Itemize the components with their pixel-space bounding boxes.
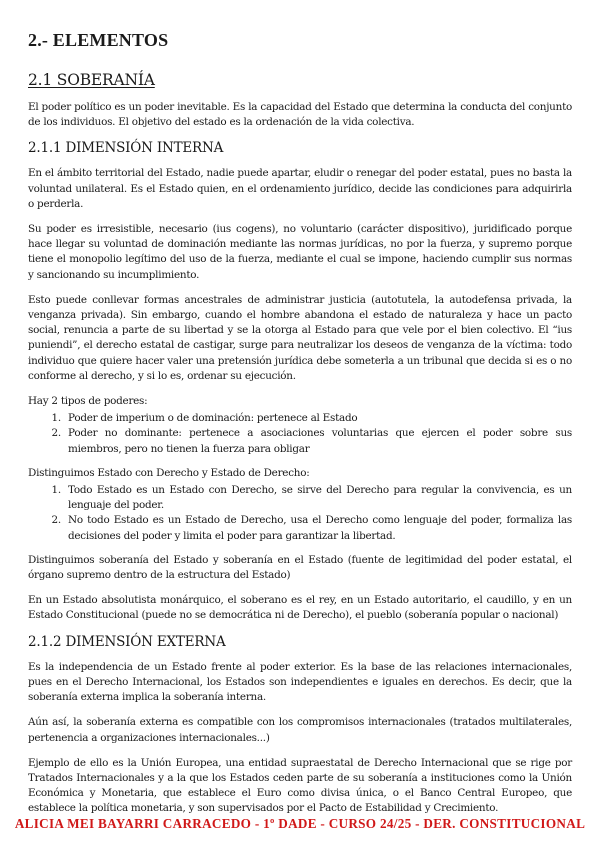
subsection-heading-dimension-interna: 2.1.1 DIMENSIÓN INTERNA — [28, 140, 224, 157]
paragraph: En un Estado absolutista monárquico, el soberano es el rey, en un Estado autoritario, el caudillo, y en un Estado Constitucional (puede no se democrática ni de Derecho), el pueblo (soberanía popular o nacional) — [28, 594, 572, 622]
list-item: 1. Todo Estado es un Estado con Derecho, se sirve del Derecho para regular la convivencia, es un lenguaje del poder. — [64, 483, 572, 513]
list-item: 1. Poder de imperium o de dominación: pertenece al Estado — [64, 411, 572, 426]
list-item: 2. No todo Estado es un Estado de Derecho, usa el Derecho como lenguaje del poder, formaliza las decisiones del poder y limita el poder para garantizar la libertad. — [64, 513, 572, 543]
paragraph: Distinguimos soberanía del Estado y soberanía en el Estado (fuente de legitimidad del poder estatal, el órgano supremo dentro de la estructura del Estado) — [28, 553, 572, 582]
list-intro: Hay 2 tipos de poderes: — [28, 395, 148, 408]
paragraph: El poder político es un poder inevitable. Es la capacidad del Estado que determina la conducta del conjunto de los individuos. El objetivo del estado es la ordenación de la vida colectiva. — [28, 101, 572, 129]
list-intro: Distinguimos Estado con Derecho y Estado de Derecho: — [28, 466, 310, 479]
subsection-heading-dimension-externa: 2.1.2 DIMENSIÓN EXTERNA — [28, 633, 226, 650]
paragraph: Esto puede conllevar formas ancestrales de administrar justicia (autotutela, la autodefensa privada, la venganza privada). Sin embargo, cuando el hombre abandona el estado de naturaleza y hace un pacto social, renuncia a parte de su libertad y se la otorga al Estado para que vele por el bien colectivo. El “ius puniendi”, el derecho estatal de castigar, surge para neutralizar los deseos de venganza de la víctima: todo individuo que quiere hacer valer una pretensión jurídica debe someterla a un tribunal que decida si es o no conforme al derecho, y si lo es, ordenar su ejecución. — [28, 293, 572, 382]
paragraph: En el ámbito territorial del Estado, nadie puede apartar, eludir o renegar del poder estatal, pues no basta la voluntad unilateral. Es el Estado quien, en el ordenamiento jurídico, decide las condiciones para adquirirla o perderla. — [28, 167, 572, 210]
page-footer: ALICIA MEI BAYARRI CARRACEDO - 1º DADE - CURSO 24/25 - DER. CONSTITUCIONAL — [14, 816, 586, 831]
paragraph: Aún así, la soberanía externa es compatible con los compromisos internacionales (tratados multilaterales, pertenencia a organizaciones internacionales...) — [28, 716, 572, 744]
section-heading-soberania: 2.1 SOBERANÍA — [28, 71, 155, 89]
paragraph: Es la independencia de un Estado frente al poder exterior. Es la base de las relaciones internacionales, pues en el Derecho Internacional, los Estados son independientes e iguales en derechos. Es decir, que la soberanía externa implica la soberanía interna. — [28, 660, 572, 704]
list-item: 2. Poder no dominante: pertenece a asociaciones voluntarias que ejercen el poder sobre sus miembros, pero no tienen la fuerza para obligar — [64, 426, 572, 456]
page-title: 2.- ELEMENTOS — [28, 30, 169, 50]
paragraph: Su poder es irresistible, necesario (ius cogens), no voluntario (carácter dispositivo), juridificado porque hace llegar su voluntad de dominación mediante las normas jurídicas, no por la fuerza, y supremo porque tiene el monopolio legítimo del uso de la fuerza, mediante el cual se impone, haciendo cumplir sus normas y sancionando su incumplimiento. — [28, 223, 572, 281]
state-types-list — [28, 483, 572, 544]
paragraph: Ejemplo de ello es la Unión Europea, una entidad supraestatal de Derecho Internacional que se rige por Tratados Internacionales y a la que los Estados ceden parte de su soberanía a instituciones como la Unión Económica y Monetaria, que establece el Euro como divisa única, o el Banco Central Europeo, que establece la política monetaria, y son supervisados por el Pacto de Estabilidad y Crecimiento. — [28, 756, 572, 815]
document-page — [28, 30, 572, 827]
powers-list — [28, 411, 572, 457]
